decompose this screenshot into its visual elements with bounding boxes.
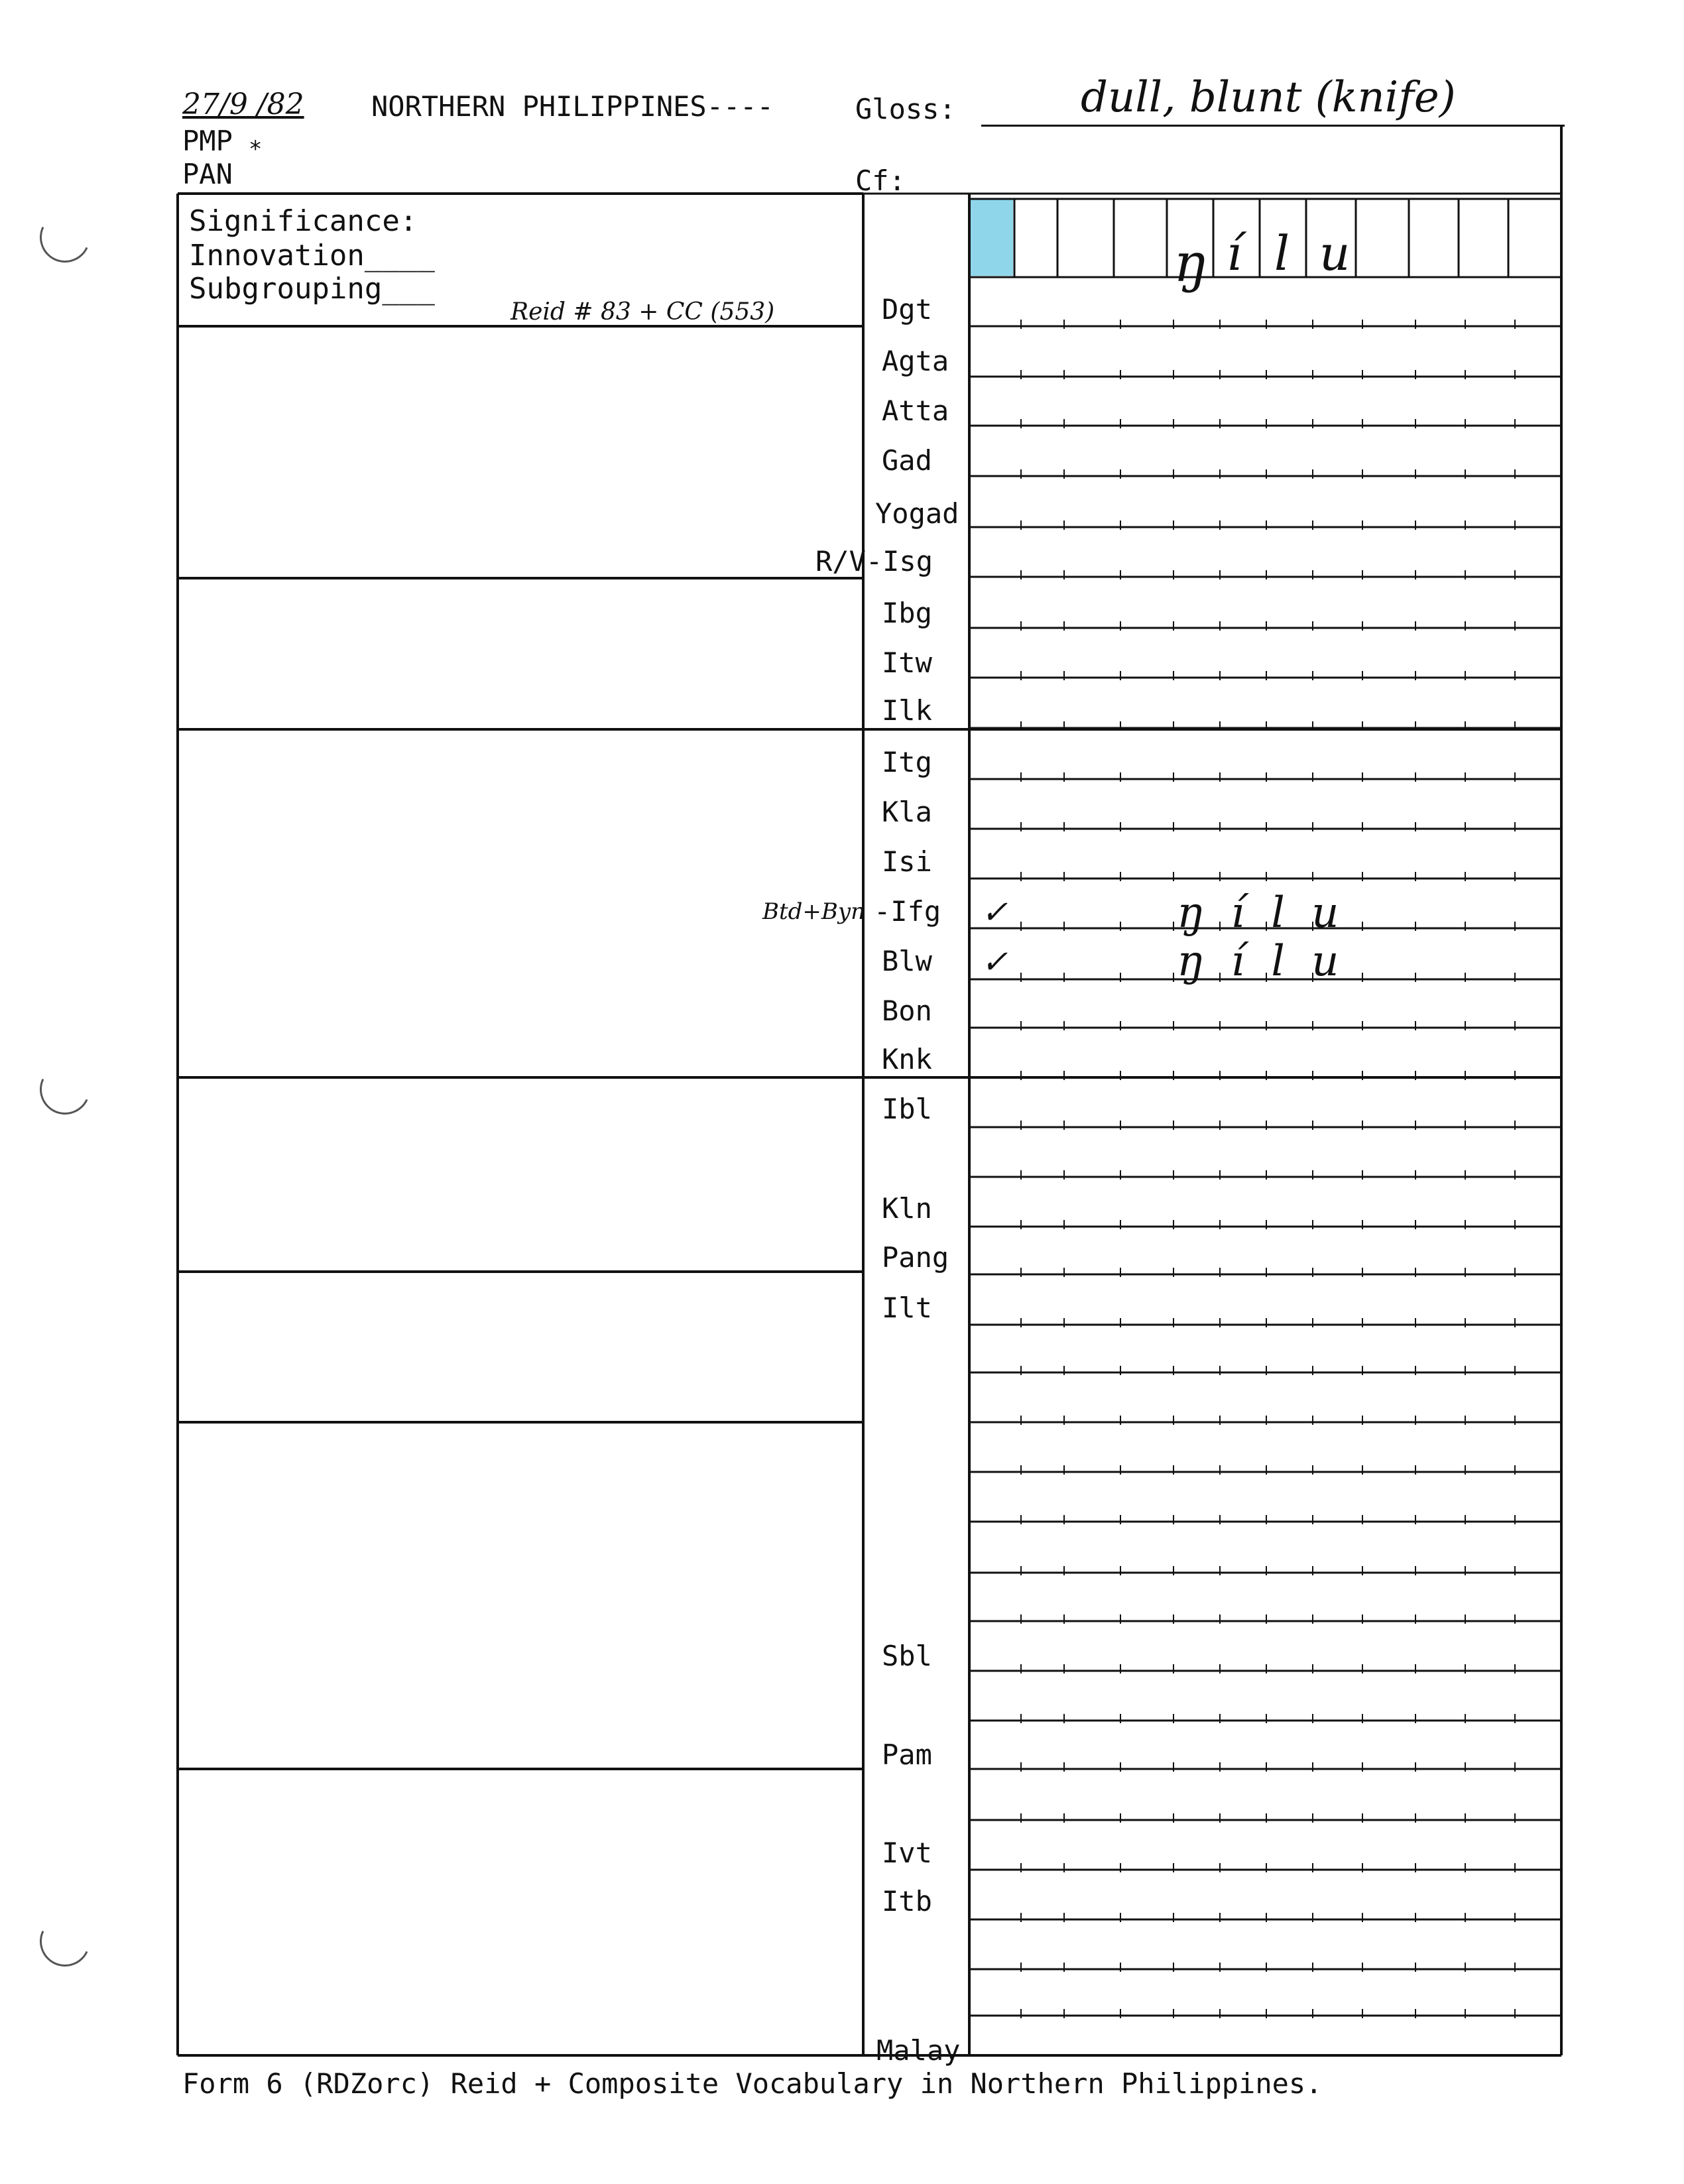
gloss-label: Gloss: bbox=[855, 93, 956, 125]
reconstruction-letter-4: u bbox=[1319, 225, 1351, 281]
lang-itb: Itb bbox=[882, 1885, 932, 1917]
ifg-form: ŋ í l u bbox=[1177, 888, 1346, 938]
lang-itw: Itw bbox=[882, 646, 932, 679]
lang-agta: Agta bbox=[882, 345, 949, 377]
form-date: 27/9 /82 bbox=[182, 88, 304, 121]
form-title: NORTHERN PHILIPPINES---- bbox=[371, 90, 774, 123]
ifg-check: ✓ bbox=[981, 894, 1008, 931]
lang-kla: Kla bbox=[882, 796, 932, 828]
lang-itg: Itg bbox=[882, 746, 932, 778]
lang-sbl: Sbl bbox=[882, 1640, 932, 1672]
gloss-value: dull, blunt (knife) bbox=[1081, 73, 1456, 122]
pan-label: PAN bbox=[182, 158, 233, 190]
form-footer: Form 6 (RDZorc) Reid + Composite Vocabulary in Northern Philippines. bbox=[182, 2067, 1323, 2100]
lang-kln: Kln bbox=[882, 1192, 932, 1225]
lang-isg: R/V-Isg bbox=[815, 545, 933, 577]
lang-gad: Gad bbox=[882, 444, 932, 477]
lang-ifg: -Ifg bbox=[874, 895, 941, 928]
reference-note: Reid # 83 + CC (553) bbox=[511, 298, 775, 326]
blw-form: ŋ í l u bbox=[1177, 937, 1346, 986]
lang-ivt: Ivt bbox=[882, 1837, 932, 1869]
lang-blw: Blw bbox=[882, 945, 932, 977]
lang-bon: Bon bbox=[882, 995, 932, 1027]
lang-ilt: Ilt bbox=[882, 1292, 932, 1324]
lang-isi: Isi bbox=[882, 845, 932, 878]
lang-pang: Pang bbox=[882, 1241, 949, 1274]
lang-pam: Pam bbox=[882, 1738, 932, 1771]
lang-malay: Malay bbox=[876, 2034, 961, 2067]
lang-knk: Knk bbox=[882, 1043, 932, 1075]
subgrouping-label: Subgrouping___ bbox=[189, 272, 435, 306]
lang-ibg: Ibg bbox=[882, 597, 932, 629]
reconstruction-letter-1: ŋ bbox=[1173, 232, 1208, 294]
innovation-label: Innovation____ bbox=[189, 239, 435, 273]
lang-ilk: Ilk bbox=[882, 694, 932, 727]
lang-dgt: Dgt bbox=[882, 293, 932, 326]
highlight-cell bbox=[971, 199, 1013, 276]
lang-atta: Atta bbox=[882, 394, 949, 427]
ifg-note: Btd+Byn bbox=[762, 898, 865, 925]
significance-title: Significance: bbox=[189, 204, 418, 238]
blw-check: ✓ bbox=[981, 943, 1008, 981]
pmp-marker: * bbox=[249, 136, 263, 162]
pmp-label: PMP bbox=[182, 125, 233, 157]
lang-ibl: Ibl bbox=[882, 1093, 932, 1125]
lang-yogad: Yogad bbox=[875, 497, 959, 530]
reconstruction-letter-2: í bbox=[1227, 225, 1242, 281]
reconstruction-letter-3: l bbox=[1274, 225, 1290, 281]
cf-label: Cf: bbox=[855, 164, 906, 197]
